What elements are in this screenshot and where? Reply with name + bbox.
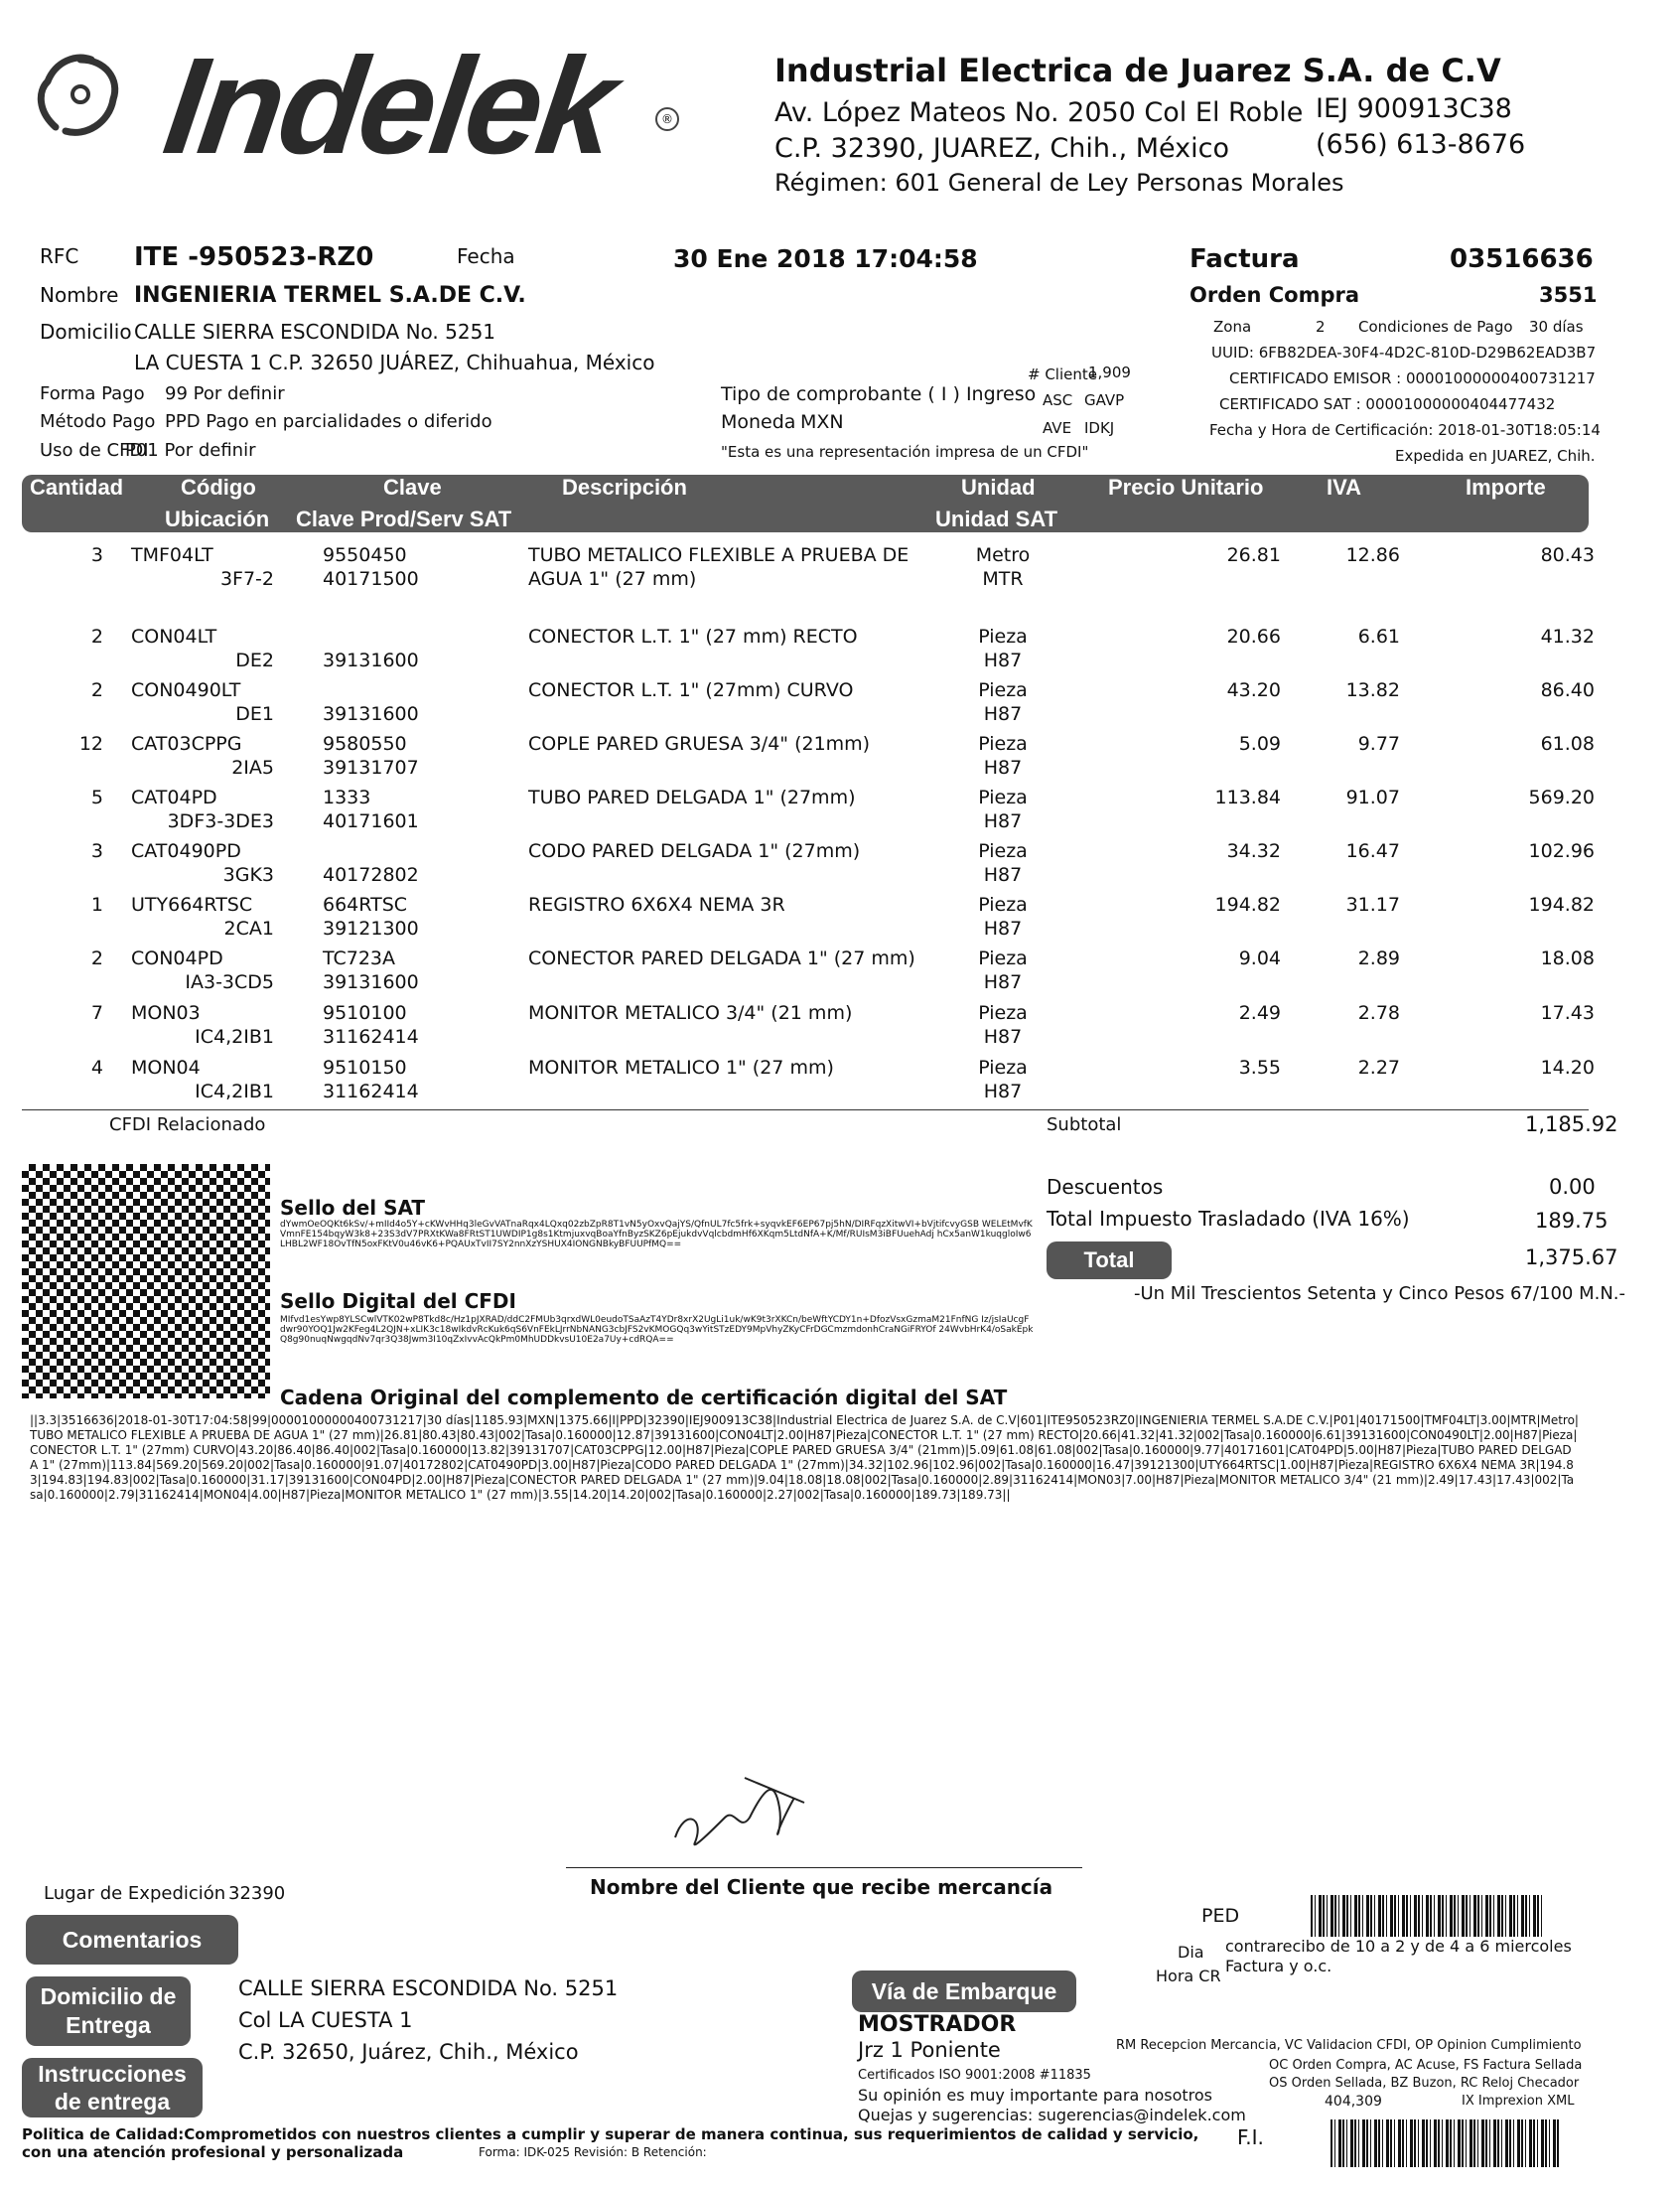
signature-line xyxy=(566,1867,1082,1868)
cell-importe: 569.20 xyxy=(1528,787,1595,808)
ped-label: PED xyxy=(1201,1905,1240,1927)
cell-codigo: CAT03CPPG xyxy=(131,733,242,755)
cell-unidad: Pieza xyxy=(978,840,1028,862)
domicilio-label: Domicilio xyxy=(40,320,132,344)
sello-cfdi-label: Sello Digital del CFDI xyxy=(280,1289,516,1313)
politica-calidad2: con una atención profesional y personalizada xyxy=(22,2143,404,2161)
cell-ubicacion: 2IA5 xyxy=(231,757,274,779)
signature-icon xyxy=(655,1758,834,1867)
cfdi-relacionado: CFDI Relacionado xyxy=(109,1114,266,1135)
col-importe: Importe xyxy=(1466,475,1546,500)
lugar-label: Lugar de Expedición xyxy=(44,1883,226,1904)
lugar-value: 32390 xyxy=(228,1883,286,1904)
cell-unidad: Pieza xyxy=(978,1002,1028,1024)
via-value: MOSTRADOR xyxy=(858,2012,1017,2037)
cell-clave: 9510100 xyxy=(323,1002,407,1024)
metodo-pago: PPD Pago en parcialidades o diferido xyxy=(165,411,492,432)
company-regimen: Régimen: 601 General de Ley Personas Morales xyxy=(774,169,1344,197)
instrucciones-button[interactable]: Instrucciones de entrega xyxy=(22,2058,203,2117)
cell-iva: 6.61 xyxy=(1357,626,1400,648)
cert-emisor: CERTIFICADO EMISOR : 00001000000400731217 xyxy=(1229,369,1596,387)
metodo-pago-label: Método Pago xyxy=(40,411,156,432)
legend3: OS Orden Sellada, BZ Buzon, RC Reloj Checador xyxy=(1269,2076,1580,2091)
cell-clave-sat: 39131600 xyxy=(323,971,419,993)
contrarecibo2: Factura y o.c. xyxy=(1225,1957,1332,1975)
cell-codigo: CON04PD xyxy=(131,948,223,969)
cell-precio: 9.04 xyxy=(1238,948,1281,969)
iso-cert: Certificados ISO 9001:2008 #11835 xyxy=(858,2068,1091,2083)
col-precio: Precio Unitario xyxy=(1108,475,1264,500)
col-unidad-sat: Unidad SAT xyxy=(935,507,1058,531)
impuesto-value: 189.75 xyxy=(1535,1209,1609,1233)
client-domicilio1: CALLE SIERRA ESCONDIDA No. 5251 xyxy=(134,320,496,344)
sello-sat-label: Sello del SAT xyxy=(280,1196,426,1220)
forma-pago-label: Forma Pago xyxy=(40,383,145,404)
cell-clave: 1333 xyxy=(323,787,371,808)
col-iva: IVA xyxy=(1327,475,1362,500)
cell-precio: 26.81 xyxy=(1226,544,1281,566)
cell-codigo: CAT0490PD xyxy=(131,840,241,862)
subtotal-label: Subtotal xyxy=(1047,1114,1122,1135)
rfc-label: RFC xyxy=(40,244,79,268)
cell-importe: 14.20 xyxy=(1540,1057,1595,1079)
cell-descripcion: CONECTOR PARED DELGADA 1" (27 mm) xyxy=(528,948,915,969)
moneda-label: Moneda xyxy=(721,411,796,433)
entrega-line1: CALLE SIERRA ESCONDIDA No. 5251 xyxy=(238,1976,619,2000)
condiciones-label: Condiciones de Pago xyxy=(1358,318,1513,336)
cell-importe: 80.43 xyxy=(1540,544,1595,566)
hora-label: Hora CR xyxy=(1156,1967,1221,1985)
representacion-note: "Esta es una representación impresa de un CFDI" xyxy=(721,443,1089,461)
cell-iva: 12.86 xyxy=(1345,544,1400,566)
moneda-value: MXN xyxy=(800,411,844,433)
cell-descripcion: REGISTRO 6X6X4 NEMA 3R xyxy=(528,894,785,916)
cell-importe: 102.96 xyxy=(1528,840,1595,862)
orden-value: 3551 xyxy=(1539,283,1598,307)
cell-importe: 18.08 xyxy=(1540,948,1595,969)
cell-iva: 9.77 xyxy=(1357,733,1400,755)
cell-iva: 2.27 xyxy=(1357,1057,1400,1079)
cell-cantidad: 2 xyxy=(90,679,103,701)
cell-importe: 17.43 xyxy=(1540,1002,1595,1024)
cell-clave-sat: 39121300 xyxy=(323,918,419,940)
qr-code-icon xyxy=(22,1164,270,1398)
domicilio-entrega-button[interactable]: Domicilio de Entrega xyxy=(26,1976,191,2046)
cell-cantidad: 1 xyxy=(90,894,103,916)
cell-codigo: MON03 xyxy=(131,1002,201,1024)
cell-precio: 2.49 xyxy=(1238,1002,1281,1024)
descuentos-label: Descuentos xyxy=(1047,1175,1164,1199)
factura-label: Factura xyxy=(1190,244,1300,274)
cell-clave-sat: 40172802 xyxy=(323,864,419,886)
fi-label: F.I. xyxy=(1237,2125,1264,2149)
barcode-top-icon xyxy=(1311,1895,1545,1937)
comentarios-button[interactable]: Comentarios xyxy=(26,1915,238,1965)
registered-icon: ® xyxy=(655,107,679,131)
opinion-text: Su opinión es muy importante para nosotros xyxy=(858,2086,1213,2105)
cell-codigo: UTY664RTSC xyxy=(131,894,253,916)
cell-descripcion: MONITOR METALICO 3/4" (21 mm) xyxy=(528,1002,853,1024)
cell-descripcion: CODO PARED DELGADA 1" (27mm) xyxy=(528,840,861,862)
cell-importe: 86.40 xyxy=(1540,679,1595,701)
entrega-line3: C.P. 32650, Juárez, Chih., México xyxy=(238,2040,579,2064)
col-ubicacion: Ubicación xyxy=(165,507,270,531)
cell-descripcion: CONECTOR L.T. 1" (27 mm) RECTO xyxy=(528,626,858,648)
indelek-logo-text: Indelek xyxy=(156,30,623,183)
cell-importe: 194.82 xyxy=(1528,894,1595,916)
nombre-label: Nombre xyxy=(40,283,119,307)
cell-descripcion: COPLE PARED GRUESA 3/4" (21mm) xyxy=(528,733,871,755)
cell-descripcion: CONECTOR L.T. 1" (27mm) CURVO xyxy=(528,679,854,701)
col-clave: Clave xyxy=(383,475,442,500)
cell-unidad: Pieza xyxy=(978,679,1028,701)
cell-unidad-sat: H87 xyxy=(983,650,1023,671)
condiciones-value: 30 días xyxy=(1529,318,1584,336)
cell-iva: 2.89 xyxy=(1357,948,1400,969)
politica-calidad: Politica de Calidad:Comprometidos con nuestros clientes a cumplir y superar de manera continua, sus requerimientos de calidad y servicio, xyxy=(22,2125,1199,2143)
cell-ubicacion: 3GK3 xyxy=(222,864,274,886)
cell-cantidad: 4 xyxy=(90,1057,103,1079)
cell-cantidad: 3 xyxy=(90,544,103,566)
tipo-comprobante: Tipo de comprobante ( I ) Ingreso xyxy=(721,383,1037,405)
legend1: RM Recepcion Mercancia, VC Validacion CFDI, OP Opinion Cumplimiento xyxy=(1116,2038,1582,2053)
cell-clave-sat: 40171601 xyxy=(323,810,419,832)
cadena-label: Cadena Original del complemento de certificación digital del SAT xyxy=(280,1386,1008,1409)
company-phone: (656) 613-8676 xyxy=(1316,129,1526,160)
cell-precio: 113.84 xyxy=(1214,787,1281,808)
cell-unidad: Pieza xyxy=(978,626,1028,648)
zona-label: Zona xyxy=(1213,318,1252,336)
total-value: 1,375.67 xyxy=(1525,1245,1618,1269)
client-nombre: INGENIERIA TERMEL S.A.DE C.V. xyxy=(134,283,526,308)
fecha-value: 30 Ene 2018 17:04:58 xyxy=(673,244,978,273)
cell-ubicacion: IC4,2IB1 xyxy=(195,1081,274,1102)
cell-descripcion: TUBO METALICO FLEXIBLE A PRUEBA DE xyxy=(528,544,910,566)
entrega-line2: Col LA CUESTA 1 xyxy=(238,2008,413,2032)
cell-clave-sat: 39131707 xyxy=(323,757,419,779)
cell-precio: 3.55 xyxy=(1238,1057,1281,1079)
cell-importe: 41.32 xyxy=(1540,626,1595,648)
cell-cantidad: 2 xyxy=(90,948,103,969)
cell-clave: 9550450 xyxy=(323,544,407,566)
cell-ubicacion: DE1 xyxy=(235,703,274,725)
impuesto-label: Total Impuesto Trasladado (IVA 16%) xyxy=(1047,1207,1410,1231)
contrarecibo1: contrarecibo de 10 a 2 y de 4 a 6 miercoles xyxy=(1225,1937,1572,1956)
indelek-logo-icon xyxy=(26,40,135,149)
col-unidad: Unidad xyxy=(961,475,1036,500)
cell-unidad-sat: H87 xyxy=(983,1026,1023,1048)
cell-clave-sat: 40171500 xyxy=(323,568,419,590)
cell-iva: 16.47 xyxy=(1345,840,1400,862)
cell-ubicacion: 3DF3-3DE3 xyxy=(167,810,274,832)
cell-clave: 9510150 xyxy=(323,1057,407,1079)
cell-iva: 31.17 xyxy=(1345,894,1400,916)
asc-value: GAVP xyxy=(1084,391,1125,409)
cell-unidad-sat: H87 xyxy=(983,918,1023,940)
cell-unidad: Pieza xyxy=(978,1057,1028,1079)
cell-unidad-sat: H87 xyxy=(983,810,1023,832)
forma-pago: 99 Por definir xyxy=(165,383,285,404)
cell-unidad-sat: H87 xyxy=(983,757,1023,779)
cell-precio: 34.32 xyxy=(1226,840,1281,862)
col-clave-sat: Clave Prod/Serv SAT xyxy=(296,507,512,531)
cell-unidad-sat: H87 xyxy=(983,703,1023,725)
cell-unidad-sat: MTR xyxy=(982,568,1024,590)
cell-clave: 9580550 xyxy=(323,733,407,755)
uuid: UUID: 6FB82DEA-30F4-4D2C-810D-D29B62EAD3B7 xyxy=(1211,344,1597,362)
cell-iva: 13.82 xyxy=(1345,679,1400,701)
company-name: Industrial Electrica de Juarez S.A. de C.V xyxy=(774,52,1501,89)
cell-clave-sat: 31162414 xyxy=(323,1026,419,1048)
cell-iva: 2.78 xyxy=(1357,1002,1400,1024)
sello-sat: dYwmOeOQKt6kSv/+mIId4o5Y+cKWvHHq3leGvVATnaRqx4LQxq02zbZpR8T1vN5yOxvQajYS/QfnUL7fc5frk+syqvkEF6EP67pj5hN/DIRFqzXitwVI+bVjtifcvyGSB WELEtMvfKVmnFE154bqyW3k8+23S3dV7PRXtKWa8FRtST1UWDIP1g8s1KtmjuxvqBoaYfnByzSKZ6pEjukdvVqlcbdmHf6XKqm5LtdNfA+K/Mf/RUIsM3iBFUuehAdj hCx5anW1kuqgloIw6LHBL2WF18OvTfN5oxFKtV0u46vK6+PQAUxTvII7SY2nnXzYSHUX4IONGNBkyBFUUPfMQ== xyxy=(280,1220,1033,1249)
orden-label: Orden Compra xyxy=(1190,283,1360,307)
zona-value: 2 xyxy=(1316,318,1326,336)
sello-cfdi: MIfvd1esYwp8YLSCwlVTK02wP8Tkd8c/Hz1pJXRAD/ddC2FMUb3qrxdWL0eudoTSaAzT4YDr8xrX2UgLi1uk/wK9t3rXKCn/beWftYCDY1n+DfozVsxGzmaM21FnfNG Iz/jsIaUcgFdwr90YOQ1Jw2KFeg4L2QJN+xLIK3c18wIkdvRcKuk6qS6VnFEkLJrrNbNANG3cbJFS2vKMOGQq3wYitSTzEDY9MpVhyZKyCFrDGCmzmdonhCraNGiFRYOf 24WvbHrK4/oSakEpkQ8g90nuqNwgqdNv7qr3Q38Jwm3I10qZxIvvAcQkPm0MhUDDkvsU10E2a7Uy+cdRQA== xyxy=(280,1315,1034,1345)
cell-clave-sat: 31162414 xyxy=(323,1081,419,1102)
cell-cantidad: 5 xyxy=(90,787,103,808)
cell-descripcion: TUBO PARED DELGADA 1" (27mm) xyxy=(528,787,856,808)
cell-ubicacion: IC4,2IB1 xyxy=(195,1026,274,1048)
cell-unidad: Pieza xyxy=(978,948,1028,969)
cell-unidad: Pieza xyxy=(978,787,1028,808)
company-rfc: IEJ 900913C38 xyxy=(1316,93,1512,124)
company-address1: Av. López Mateos No. 2050 Col El Roble xyxy=(774,97,1304,128)
col-cantidad: Cantidad xyxy=(30,475,124,500)
cell-ubicacion: 3F7-2 xyxy=(219,568,274,590)
total-label: Total xyxy=(1047,1241,1172,1279)
cell-precio: 20.66 xyxy=(1226,626,1281,648)
cell-codigo: MON04 xyxy=(131,1057,201,1079)
uso-cfdi-label: Uso de CFDI xyxy=(40,440,149,461)
cell-clave-sat: 39131600 xyxy=(323,650,419,671)
via-embarque-label: Vía de Embarque xyxy=(852,1970,1076,2012)
cell-codigo: CON0490LT xyxy=(131,679,241,701)
cert-sat: CERTIFICADO SAT : 00001000000404477432 xyxy=(1219,395,1556,413)
cell-unidad-sat: H87 xyxy=(983,1081,1023,1102)
cell-cantidad: 7 xyxy=(90,1002,103,1024)
cell-codigo: CON04LT xyxy=(131,626,217,648)
legend2: OC Orden Compra, AC Acuse, FS Factura Sellada xyxy=(1269,2058,1583,2073)
cell-descripcion2: AGUA 1" (27 mm) xyxy=(528,568,697,590)
cell-unidad-sat: H87 xyxy=(983,971,1023,993)
client-domicilio2: LA CUESTA 1 C.P. 32650 JUÁREZ, Chihuahua, México xyxy=(134,351,655,374)
cell-precio: 5.09 xyxy=(1238,733,1281,755)
cell-ubicacion: 2CA1 xyxy=(223,918,274,940)
subtotal-value: 1,185.92 xyxy=(1525,1112,1618,1136)
cell-descripcion: MONITOR METALICO 1" (27 mm) xyxy=(528,1057,834,1079)
col-codigo: Código xyxy=(181,475,256,500)
cell-cantidad: 12 xyxy=(78,733,103,755)
descuentos-value: 0.00 xyxy=(1549,1175,1596,1199)
fecha-cert: Fecha y Hora de Certificación: 2018-01-30T18:05:14 xyxy=(1209,421,1601,439)
cell-importe: 61.08 xyxy=(1540,733,1595,755)
barcode-bottom-icon xyxy=(1330,2119,1559,2167)
quejas-text: Quejas y sugerencias: sugerencias@indelek.com xyxy=(858,2106,1246,2124)
col-descripcion: Descripción xyxy=(562,475,687,500)
cell-clave: 664RTSC xyxy=(323,894,408,916)
via-value2: Jrz 1 Poniente xyxy=(858,2038,1001,2062)
cell-cantidad: 3 xyxy=(90,840,103,862)
legend4: IX Imprexion XML xyxy=(1462,2094,1575,2109)
cell-clave-sat: 39131600 xyxy=(323,703,419,725)
cell-ubicacion: DE2 xyxy=(235,650,274,671)
cell-cantidad: 2 xyxy=(90,626,103,648)
factura-numero: 03516636 xyxy=(1450,244,1594,274)
asc-label: ASC xyxy=(1043,391,1073,409)
cell-codigo: CAT04PD xyxy=(131,787,217,808)
cell-unidad: Metro xyxy=(975,544,1031,566)
total-letra: -Un Mil Trescientos Setenta y Cinco Pesos 67/100 M.N.- xyxy=(1134,1283,1625,1304)
uso-cfdi: P01 Por definir xyxy=(125,440,256,461)
ave-value: IDKJ xyxy=(1084,419,1115,437)
fecha-label: Fecha xyxy=(457,244,515,268)
ave-label: AVE xyxy=(1043,419,1072,437)
cell-ubicacion: IA3-3CD5 xyxy=(185,971,274,993)
num-cliente-label: # Cliente xyxy=(1028,365,1097,383)
cell-unidad-sat: H87 xyxy=(983,864,1023,886)
cell-precio: 43.20 xyxy=(1226,679,1281,701)
company-address2: C.P. 32390, JUAREZ, Chih., México xyxy=(774,133,1230,164)
cell-unidad: Pieza xyxy=(978,894,1028,916)
cell-clave: TC723A xyxy=(323,948,396,969)
client-rfc: ITE -950523-RZ0 xyxy=(134,242,374,272)
expedida: Expedida en JUAREZ, Chih. xyxy=(1395,447,1596,465)
legend4-num: 404,309 xyxy=(1325,2094,1382,2110)
cell-unidad: Pieza xyxy=(978,733,1028,755)
table-divider xyxy=(22,1109,1589,1110)
cadena-original: ||3.3|3516636|2018-01-30T17:04:58|99|00001000000400731217|30 días|1185.93|MXN|1375.66|I|PPD|32390|IEJ900913C38|Industrial Electrica de Juarez S.A. de C.V|601|ITE950523RZ0|INGENIERIA TERMEL S.A.DE C.V.|P01|40171500|TMF04LT|3.00|MTR|Metro|TUBO METALICO FLEXIBLE A PRUEBA DE AGUA 1" (27 mm)|26.81|80.43|80.43|002|Tasa|0.160000|12.87|39131600|CON04LT|2.00|H87|Pieza|CONECTOR L.T. 1" (27 mm) RECTO|20.66|41.32|41.32|002|Tasa|0.160000|6.61|39131600|CON0490LT|2.00|H87|Pieza|CONECTOR L.T. 1" (27mm) CURVO|43.20|86.40|86.40|002|Tasa|0.160000|13.82|39131707|CAT03CPPG|12.00|H87|Pieza|COPLE PARED GRUESA 3/4" (21mm)|5.09|61.08|61.08|002|Tasa|0.160000|9.77|40171601|CAT04PD|5.00|H87|Pieza|TUBO PARED DELGADA 1" (27mm)|113.84|569.20|569.20|002|Tasa|0.160000|91.07|40172802|CAT0490PD|3.00|H87|Pieza|CODO PARED DELGADA 1" (27mm)|34.32|102.96|102.96|002|Tasa|0.160000|16.47|39121300|UTY664RTSC|1.00|H87|Pieza|REGISTRO 6X6X4 NEMA 3R|194.83|194.83|194.83|002|Tasa|0.160000|31.17|39131600|CON04PD|2.00|H87|Pieza|CONECTOR PARED DELGADA 1" (27 mm)|9.04|18.08|18.08|002|Tasa|0.160000|2.89|31162414|MON03|7.00|H87|Pieza|MONITOR METALICO 3/4" (21 mm)|2.49|17.43|17.43|002|Tasa|0.160000|2.79|31162414|MON04|4.00|H87|Pieza|MONITOR METALICO 1" (27 mm)|3.55|14.20|14.20|002|Tasa|0.160000|2.27|002|Tasa|0.160000|189.73|189.73|| xyxy=(30,1413,1579,1502)
cell-precio: 194.82 xyxy=(1214,894,1281,916)
nombre-cliente-label: Nombre del Cliente que recibe mercancía xyxy=(590,1875,1053,1899)
forma-revision: Forma: IDK-025 Revisión: B Retención: xyxy=(479,2145,707,2159)
cell-iva: 91.07 xyxy=(1345,787,1400,808)
num-cliente: 1,909 xyxy=(1088,364,1131,381)
dia-label: Dia xyxy=(1178,1943,1204,1962)
cell-codigo: TMF04LT xyxy=(131,544,213,566)
